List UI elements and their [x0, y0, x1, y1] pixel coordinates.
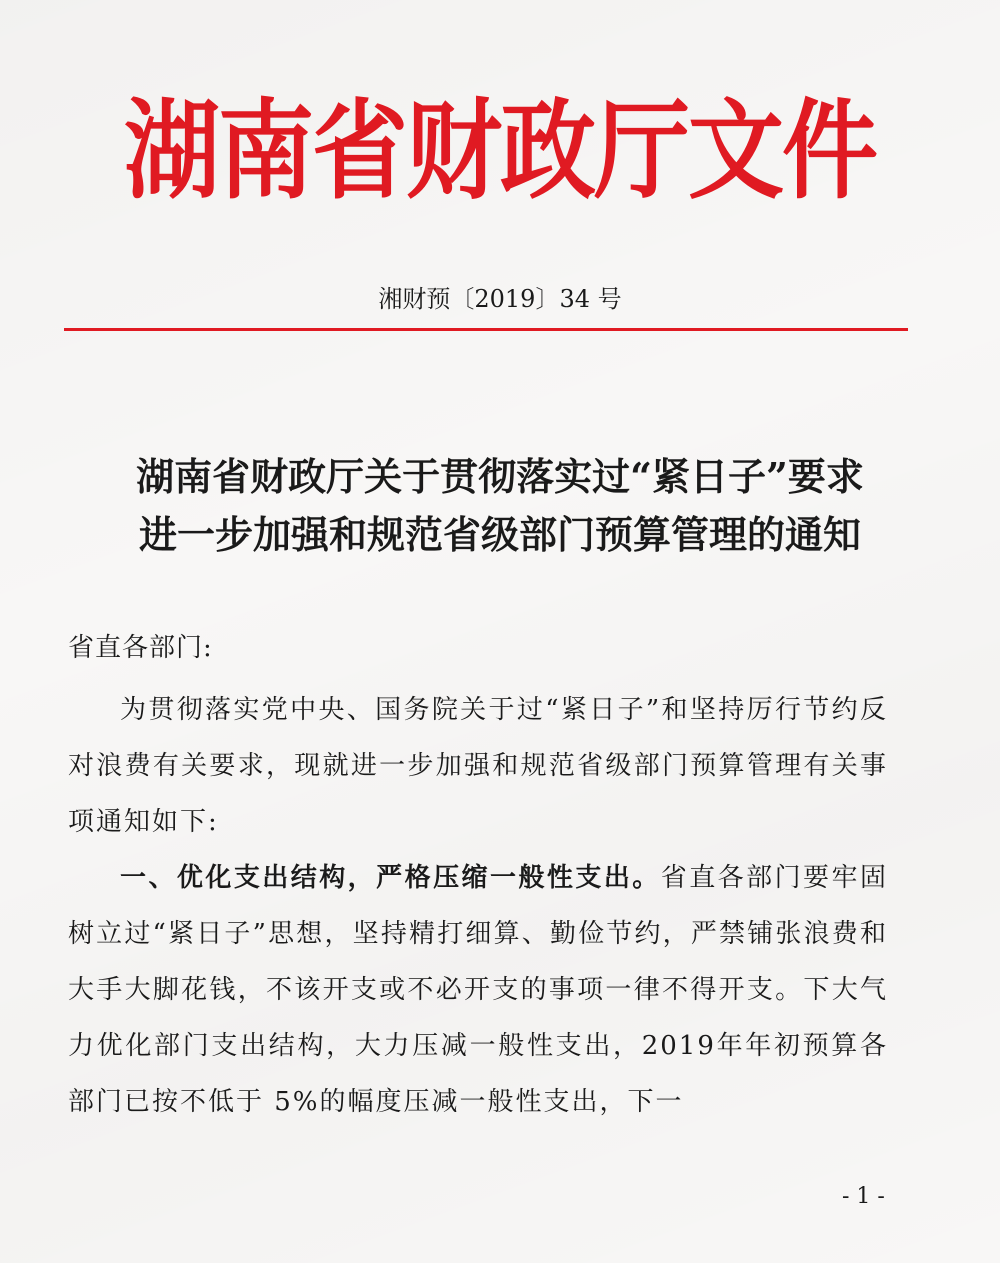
- salutation: 省直各部门:: [68, 633, 213, 663]
- document-masthead: 湖南省财政厅文件: [124, 88, 876, 214]
- section-1-paragraph: [68, 850, 888, 1130]
- document-number: 湘财预〔2019〕34 号: [378, 285, 622, 313]
- notice-title-line-2: 进一步加强和规范省级部门预算管理的通知: [138, 512, 861, 557]
- notice-title-line-1: 湖南省财政厅关于贯彻落实过“紧日子”要求: [136, 454, 864, 499]
- notice-title: [60, 448, 940, 564]
- notice-body: [68, 682, 888, 1130]
- section-1-heading: 一、优化支出结构，严格压缩一般性支出。: [120, 863, 661, 893]
- section-1-text: 省直各部门要牢固树立过“紧日子”思想，坚持精打细算、勤俭节约，严禁铺张浪费和大手大脚花钱，不该开支或不必开支的事项一律不得开支。下大气力优化部门支出结构，大力压减一般性支出，2019年年初预算各部门已按不低于 5%的幅度压减一般性支出，下一: [68, 863, 888, 1117]
- red-divider-line: [64, 328, 908, 331]
- intro-paragraph: 为贯彻落实党中央、国务院关于过“紧日子”和坚持厉行节约反对浪费有关要求，现就进一步加强和规范省级部门预算管理有关事项通知如下:: [68, 695, 888, 837]
- page-number: - 1 -: [842, 1184, 885, 1209]
